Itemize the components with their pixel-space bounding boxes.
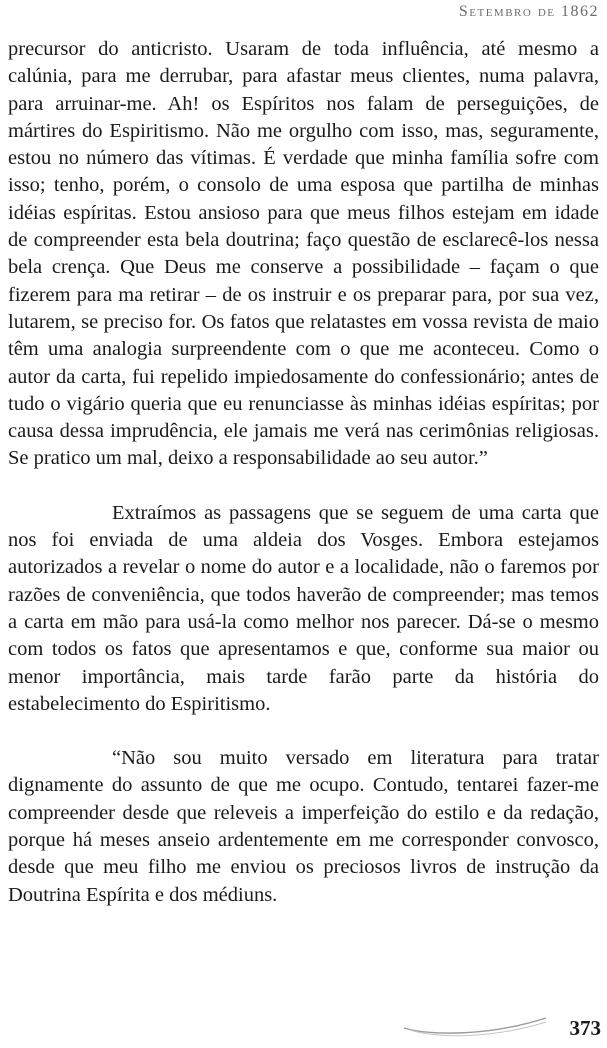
swoosh-ornament	[400, 1010, 550, 1040]
paragraph-letter-quote: “Não sou muito versado em literatura para tratar dignamente do assunto de que me ocupo. Contudo, tentarei fazer-me compreender desde que releveis a imperfeição do estilo e da redação, porque há meses anseio ardentemente em me corresponder convosco, desde que meu filho me enviou os preciosos livros de instrução da Doutrina Espírita e dos médiuns.	[8, 747, 599, 906]
page-number: 373	[569, 1016, 601, 1040]
paragraph-continuation: precursor do anticristo. Usaram de toda influência, até mesmo a calúnia, para me derrubar, para afastar meus clientes, numa palavra, para arruinar-me. Ah! os Espíritos nos falam de perseguições, de mártires do Espiritismo. Não me orgulho com isso, mas, seguramente, estou no número das vítimas. É verdade que minha família sofre com isso; tenho, porém, o consolo de uma esposa que partilha de minhas idéias espíritas. Estou ansioso para que meus filhos estejam em idade de compreender esta bela doutrina; faço questão de esclarecê-los nessa bela crença. Que Deus me conserve a possibilidade – façam o que fizerem para ma retirar – de os instruir e os preparar para, por sua vez, lutarem, se preciso for. Os fatos que relatastes em vossa revista de maio têm uma analogia surpreendente com o que me aconteceu. Como o autor da carta, fui repelido impiedosamente do confessionário; antes de tudo o vigário queria que eu renunciasse às minhas idéias espíritas; por causa dessa imprudência, ele jamais me verá nas cerimônias religiosas. Se pratico um mal, deixo a responsabilidade ao seu autor.”	[8, 38, 599, 470]
running-head: Setembro de 1862	[458, 3, 599, 20]
page-body	[8, 36, 599, 909]
page-footer	[0, 1000, 607, 1048]
paragraph-vosges-intro: Extraímos as passagens que se seguem de uma carta que nos foi enviada de uma aldeia dos Vosges. Embora estejamos autorizados a revelar o nome do autor e a localidade, não o faremos por razões de conveniência, que todos haverão de compreender; mas temos a carta em mão para usá-la como melhor nos parecer. Dá-se o mesmo com todos os fatos que apresentamos e que, conforme sua maior ou menor importância, mais tarde farão parte da história do estabelecimento do Espiritismo.	[8, 501, 599, 715]
